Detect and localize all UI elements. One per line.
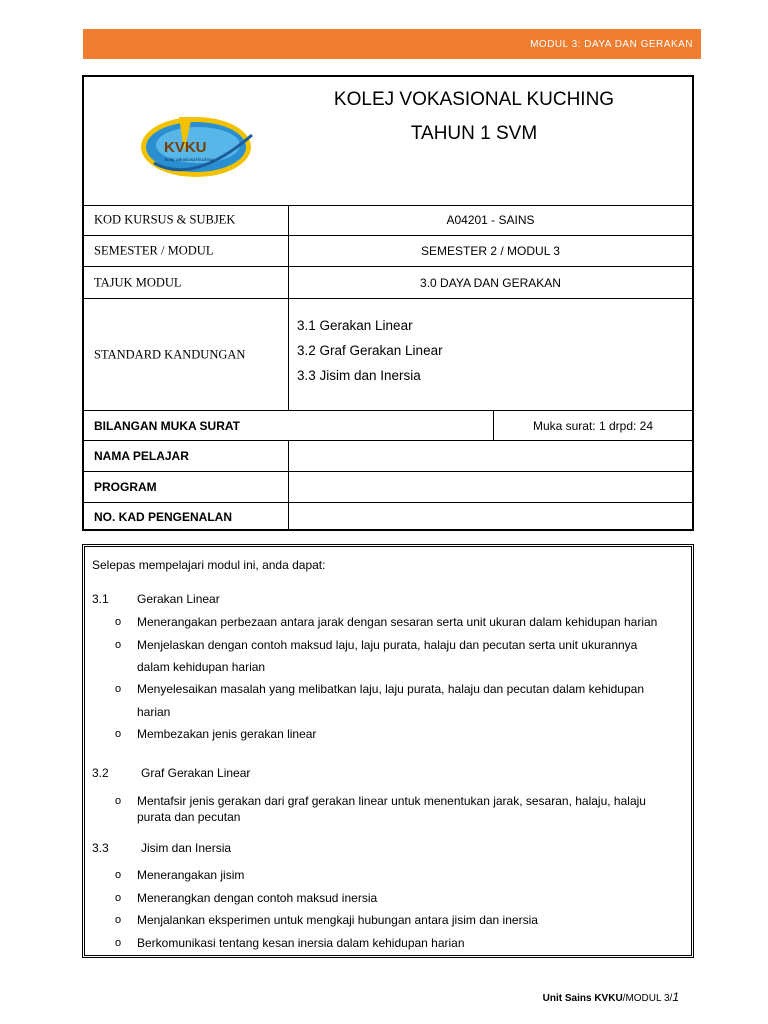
pages-row: [84, 411, 692, 441]
student-row: [84, 441, 692, 472]
standard-label: STANDARD KANDUNGAN: [94, 347, 246, 361]
section-title: Graf Gerakan Linear: [141, 766, 251, 780]
cover-table: [82, 75, 694, 531]
student-value-field[interactable]: [289, 441, 692, 471]
standard-item: 3.3 Jisim dan Inersia: [297, 368, 421, 383]
outcome-item: Mentafsir jenis gerakan dari graf gerakan linear untuk menentukan jarak, sesaran, halaju, halaju: [137, 794, 646, 808]
outcome-item: Menjelaskan dengan contoh maksud laju, laju purata, halaju dan pecutan serta unit ukurannya: [137, 638, 638, 652]
school-name: KOLEJ VOKASIONAL KUCHING: [333, 89, 615, 110]
outcome-item: Berkomunikasi tentang kesan inersia dalam kehidupan harian: [137, 936, 465, 950]
course-row: [84, 205, 692, 236]
standard-list: [297, 313, 443, 388]
footer-module: /MODUL 3/: [622, 993, 673, 1004]
learning-outcomes-box: [82, 544, 694, 958]
semester-row: [84, 236, 692, 267]
title-row: [84, 267, 692, 299]
bullet-icon: o: [115, 616, 122, 628]
ic-row: [84, 503, 692, 531]
semester-label: SEMESTER / MODUL: [94, 243, 214, 258]
outcome-item: Menerangakan jisim: [137, 868, 245, 882]
title-value: 3.0 DAYA DAN GERAKAN: [420, 275, 561, 290]
outcome-item-cont: dalam kehidupan harian: [137, 660, 266, 674]
page-footer: [543, 990, 679, 1004]
section-number: 3.3: [92, 841, 109, 855]
section-title: Gerakan Linear: [137, 592, 220, 606]
bullet-icon: o: [115, 795, 122, 807]
footer-unit: Unit Sains KVKU: [542, 993, 623, 1004]
bullet-icon: o: [115, 937, 122, 949]
semester-value: SEMESTER 2 / MODUL 3: [421, 244, 560, 258]
module-header-bar: [83, 29, 701, 59]
bullet-icon: o: [115, 639, 122, 651]
outcome-item: Menerangkan dengan contoh maksud inersia: [137, 891, 378, 905]
outcomes-intro: Selepas mempelajari modul ini, anda dapat:: [92, 558, 326, 572]
outcome-item-cont: purata dan pecutan: [137, 810, 241, 824]
standard-row: [84, 299, 692, 411]
pages-value: Muka surat: 1 drpd: 24: [532, 418, 654, 433]
outcome-item: Menjalankan eksperimen untuk mengkaji hubungan antara jisim dan inersia: [137, 913, 538, 927]
bullet-icon: o: [115, 914, 122, 926]
logo-text: KVKU: [164, 139, 207, 156]
bullet-icon: o: [115, 683, 122, 695]
program-row: [84, 472, 692, 503]
footer-page-number: 1: [672, 990, 679, 1004]
ic-value-field[interactable]: [289, 503, 692, 531]
outcome-item: Menyelesaikan masalah yang melibatkan laju, laju purata, halaju dan pecutan dalam kehidupan: [137, 682, 644, 696]
cover-title-block: [84, 77, 692, 206]
outcome-item: Menerangakan perbezaan antara jarak dengan sesaran serta unit ukuran dalam kehidupan harian: [137, 615, 658, 629]
program-value-field[interactable]: [289, 472, 692, 502]
standard-item: 3.2 Graf Gerakan Linear: [297, 343, 443, 358]
section-number: 3.1: [92, 592, 109, 606]
outcome-item: Membezakan jenis gerakan linear: [137, 727, 317, 741]
standard-item: 3.1 Gerakan Linear: [297, 318, 413, 333]
outcome-item-cont: harian: [137, 705, 171, 719]
year-title: TAHUN 1 SVM: [410, 123, 538, 144]
kvku-logo: [134, 105, 259, 185]
bullet-icon: o: [115, 892, 122, 904]
course-label: KOD KURSUS & SUBJEK: [94, 212, 236, 227]
logo-subtext: kolej vokasional kuching: [165, 157, 214, 162]
bullet-icon: o: [115, 728, 122, 740]
student-label: NAMA PELAJAR: [94, 449, 189, 463]
program-label: PROGRAM: [94, 480, 157, 494]
section-title: Jisim dan Inersia: [141, 841, 232, 855]
module-header-title: MODUL 3: DAYA DAN GERAKAN: [530, 39, 693, 50]
bullet-icon: o: [115, 869, 122, 881]
title-label: TAJUK MODUL: [94, 275, 182, 289]
pages-label: BILANGAN MUKA SURAT: [94, 418, 240, 433]
course-value: A04201 - SAINS: [446, 213, 535, 227]
ic-label: NO. KAD PENGENALAN: [94, 510, 233, 524]
section-number: 3.2: [92, 766, 109, 780]
